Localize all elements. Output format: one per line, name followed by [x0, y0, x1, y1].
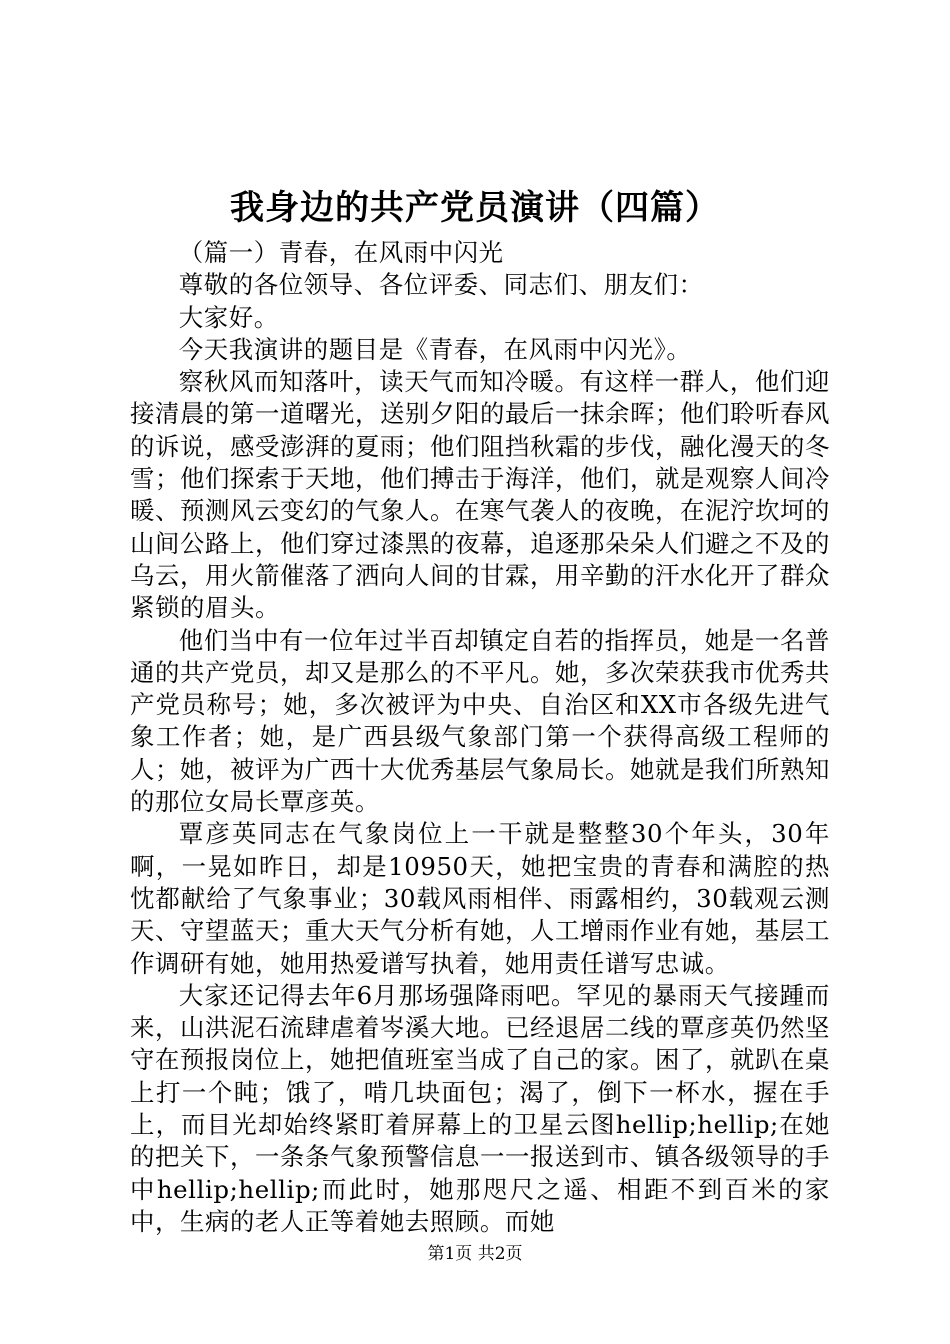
paragraph-section-heading: （篇一）青春，在风雨中闪光: [178, 238, 504, 267]
paragraph-body-1: 察秋风而知落叶，读天气而知冷暖。有这样一群人，他们迎接清晨的第一道曙光，送别夕阳的最后一抹余晖；他们聆听春风的诉说，感受澎湃的夏雨；他们阻挡秋霜的步伐，融化漫天的冬雪；他们探索于天地，他们搏击于海洋，他们，就是观察人间冷暖、预测风云变幻的气象人。在寒气袭人的夜晚，在泥泞坎坷的山间公路上，他们穿过漆黑的夜幕，追逐那朵朵人们避之不及的乌云，用火箭催落了洒向人间的甘霖，用辛勤的汗水化开了群众紧锁的眉头。: [130, 367, 830, 623]
page-number-footer: 第1页 共2页: [427, 1244, 523, 1264]
document-title: 我身边的共产党员演讲（四篇）: [230, 188, 720, 228]
document-body: [130, 237, 830, 1238]
paragraph-topic: 今天我演讲的题目是《青春，在风雨中闪光》。: [178, 334, 692, 364]
paragraph-salutation: 尊敬的各位领导、各位评委、同志们、朋友们：: [178, 270, 704, 300]
paragraph-body-2: 他们当中有一位年过半百却镇定自若的指挥员，她是一名普通的共产党员，却又是那么的不平凡。她，多次荣获我市优秀共产党员称号；她，多次被评为中央、自治区和XX市各级先进气象工作者；她，是广西县级气象部门第一个获得高级工程师的人；她，被评为广西十大优秀基层气象局长。她就是我们所熟知的那位女局长覃彦英。: [130, 625, 830, 817]
paragraph-greeting: 大家好。: [178, 302, 279, 332]
paragraph-body-4: 大家还记得去年6月那场强降雨吧。罕见的暴雨天气接踵而来，山洪泥石流肆虐着岑溪大地。已经退居二线的覃彦英仍然坚守在预报岗位上，她把值班室当成了自己的家。困了，就趴在桌上打一个盹；饿了，啃几块面包；渴了，倒下一杯水，握在手上，而目光却始终紧盯着屏幕上的卫星云图hellip;hellip;在她的把关下，一条条气象预警信息一一报送到市、镇各级领导的手中hellip;hellip;而此时，她那咫尺之遥、相距不到百米的家中，生病的老人正等着她去照顾。而她: [130, 980, 830, 1236]
paragraph-body-3: 覃彦英同志在气象岗位上一干就是整整30个年头，30年啊，一晃如昨日，却是10950天，她把宝贵的青春和满腔的热忱都献给了气象事业；30载风雨相伴、雨露相约，30载观云测天、守望蓝天；重大天气分析有她，人工增雨作业有她，基层工作调研有她，她用热爱谱写执着，她用责任谱写忠诚。: [130, 819, 830, 978]
